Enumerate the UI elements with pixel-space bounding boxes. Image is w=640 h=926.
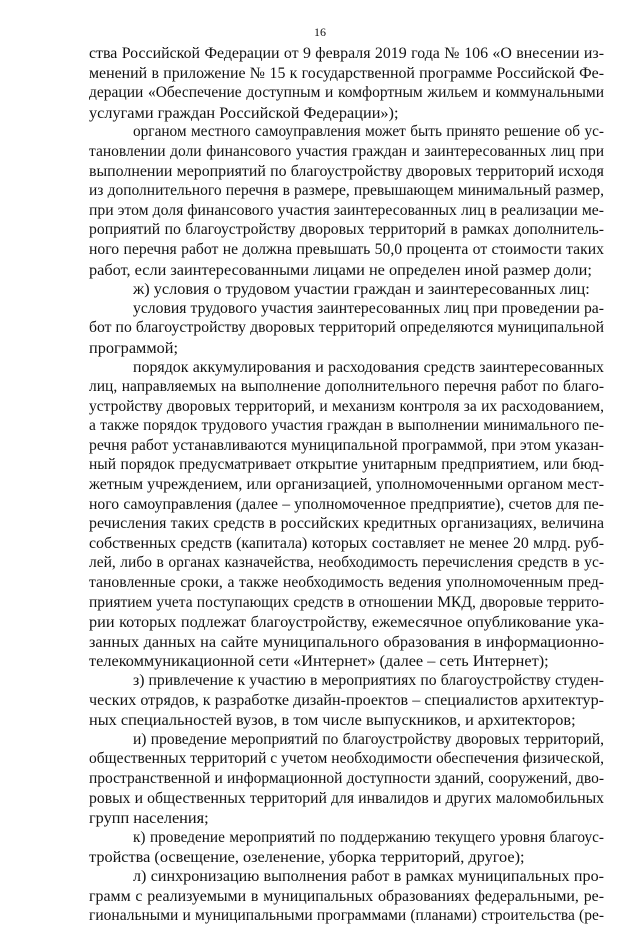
text-line: выполнении мероприятий по благоустройству дворовых территорий исходя: [89, 162, 604, 180]
text-line: речня работ устанавливаются муниципальной программой, при этом указан-: [89, 436, 604, 454]
text-line: условия трудового участия заинтересованных лиц при проведении ра-: [133, 299, 604, 317]
text-line: ческих отрядов, к разработке дизайн-проектов – специалистов архитектур-: [89, 691, 604, 709]
text-line: жетным учреждением, или организацией, уполномоченными органом мест-: [89, 476, 604, 494]
text-line: грамм с реализуемыми в муниципальных образованиях федеральными, ре-: [89, 887, 604, 905]
text-line: а также порядок трудового участия граждан в выполнении минимального пе-: [89, 417, 604, 435]
text-line: ных специальностей вузов, в том числе выпускников, и архитекторов;: [89, 710, 576, 730]
text-line: из дополнительного перечня в размере, превышающем минимальный размер,: [89, 182, 604, 200]
text-line: ровых и общественных территорий для инвалидов и других маломобильных: [89, 789, 604, 807]
text-line: роприятий по благоустройству дворовых территорий в рамках дополнитель-: [89, 221, 604, 239]
text-line: приятием учета поступающих средств в отношении МКД, дворовые террито-: [89, 593, 604, 611]
text-line: пространственной и информационной доступности зданий, сооружений, дво-: [89, 769, 604, 787]
text-line: собственных средств (капитала) которых составляет не менее 20 млрд. руб-: [89, 534, 604, 552]
text-line: ного самоуправления (далее – уполномоченное предприятие), счетов для пе-: [89, 495, 604, 513]
text-line: и) проведение мероприятий по благоустройству дворовых территорий,: [133, 730, 604, 748]
text-line: рии которых подлежат благоустройству, ежемесячное опубликование ука-: [89, 612, 604, 632]
text-line: групп населения;: [89, 808, 209, 828]
text-line: гиональными и муниципальными программами (планами) строительства (ре-: [89, 907, 604, 925]
text-line: з) привлечение к участию в мероприятиях по благоустройству студен-: [133, 672, 604, 689]
text-line: программой;: [89, 337, 179, 357]
text-line: лей, либо в органах казначейства, необходимость перечисления средств в ус-: [89, 554, 604, 572]
text-line: дерации «Обеспечение доступным и комфортным жильем и коммунальными: [89, 84, 604, 102]
text-line: к) проведение мероприятий по поддержанию текущего уровня благоус-: [133, 828, 604, 846]
text-line: тановленные сроки, а также необходимость ведения уполномоченным пред-: [89, 574, 604, 592]
text-line: речисления таких средств в российских кредитных организациях, величина: [89, 515, 604, 533]
text-line: общественных территорий с учетом необходимости обеспечения физической,: [89, 750, 604, 768]
text-line: при этом доля финансового участия заинтересованных лиц в реализации ме-: [89, 201, 604, 219]
text-line: бот по благоустройству дворовых территорий определяются муниципальной: [89, 319, 604, 337]
text-line: ного перечня работ не должна превышать 50,0 процента от стоимости таких: [89, 240, 604, 258]
text-line: органом местного самоуправления может быть принято решение об ус-: [133, 123, 604, 141]
page-number: 16: [314, 25, 326, 39]
text-line: ж) условия о трудовом участии граждан и заинтересованных лиц:: [133, 279, 590, 299]
text-line: ства Российской Федерации от 9 февраля 2019 года № 106 «О внесении из-: [89, 45, 604, 62]
text-line: лиц, направляемых на выполнение дополнительного перечня работ по благо-: [89, 378, 604, 396]
text-line: менений в приложение № 15 к государственной программе Российской Фе-: [89, 64, 604, 82]
text-line: тройства (освещение, озеленение, уборка территорий, другое);: [89, 847, 525, 867]
text-line: л) синхронизацию выполнения работ в рамках муниципальных про-: [133, 867, 604, 885]
text-line: ный порядок предусматривает открытие унитарным предприятием, или бюд-: [89, 456, 604, 474]
document-body: [89, 44, 604, 926]
text-line: телекоммуникационной сети «Интернет» (далее – сеть Интернет);: [89, 651, 549, 671]
text-line: работ, если заинтересованными лицами не определен иной размер доли;: [89, 259, 592, 279]
text-line: устройству дворовых территорий, и механизм контроля за их расходованием,: [89, 397, 604, 415]
text-line: услугами граждан Российской Федерации»);: [89, 102, 399, 122]
text-line: порядок аккумулирования и расходования средств заинтересованных: [133, 358, 604, 376]
text-line: занных данных на сайте муниципального образования в информационно-: [89, 631, 604, 651]
text-line: тановлении доли финансового участия граждан и заинтересованных лиц при: [89, 142, 604, 160]
